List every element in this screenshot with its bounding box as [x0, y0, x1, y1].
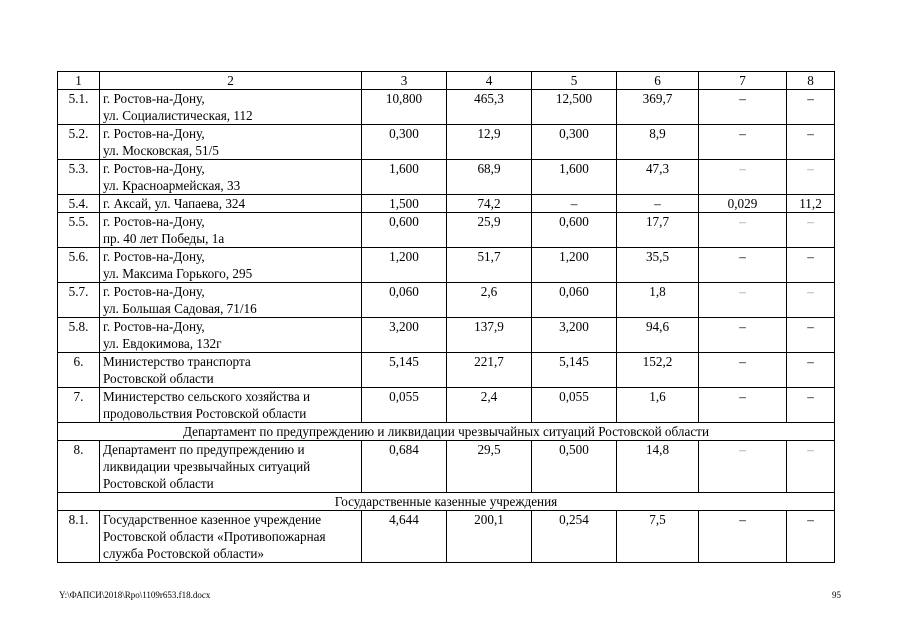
value-col-3-cell: 1,500	[362, 195, 447, 213]
row-number-cell: 8.1.	[58, 511, 100, 563]
organization-cell: Департамент по предупреждению и ликвидации чрезвычайных ситуаций Ростовской области	[100, 441, 362, 493]
value-col-4-cell: 221,7	[447, 353, 532, 388]
table-row	[58, 90, 835, 125]
column-number-1: 1	[58, 72, 100, 90]
value-col-8-cell: –	[787, 441, 835, 493]
value-col-4-cell: 12,9	[447, 125, 532, 160]
organization-cell: г. Ростов-на-Дону, ул. Социалистическая, 112	[100, 90, 362, 125]
value-col-8-cell: –	[787, 160, 835, 195]
value-col-8-cell: –	[787, 283, 835, 318]
value-col-4-cell: 200,1	[447, 511, 532, 563]
value-col-5-cell: 0,500	[532, 441, 617, 493]
section-heading-row	[58, 493, 835, 511]
value-col-3-cell: 3,200	[362, 318, 447, 353]
column-number-6: 6	[617, 72, 699, 90]
value-col-4-cell: 25,9	[447, 213, 532, 248]
page-number: 95	[832, 590, 841, 600]
value-col-5-cell: –	[532, 195, 617, 213]
value-col-4-cell: 29,5	[447, 441, 532, 493]
organization-cell: г. Ростов-на-Дону, пр. 40 лет Победы, 1а	[100, 213, 362, 248]
organization-cell: г. Ростов-на-Дону, ул. Большая Садовая, 71/16	[100, 283, 362, 318]
organization-cell: г. Ростов-на-Дону, ул. Красноармейская, 33	[100, 160, 362, 195]
value-col-5-cell: 5,145	[532, 353, 617, 388]
value-col-7-cell: –	[699, 125, 787, 160]
table-row	[58, 388, 835, 423]
value-col-3-cell: 0,600	[362, 213, 447, 248]
table-body	[58, 90, 835, 563]
value-col-4-cell: 465,3	[447, 90, 532, 125]
column-number-7: 7	[699, 72, 787, 90]
column-number-8: 8	[787, 72, 835, 90]
row-number-cell: 5.6.	[58, 248, 100, 283]
table-row	[58, 318, 835, 353]
value-col-8-cell: –	[787, 511, 835, 563]
value-col-5-cell: 0,055	[532, 388, 617, 423]
organization-cell: г. Ростов-на-Дону, ул. Евдокимова, 132г	[100, 318, 362, 353]
value-col-6-cell: 1,8	[617, 283, 699, 318]
value-col-8-cell: –	[787, 353, 835, 388]
value-col-8-cell: –	[787, 213, 835, 248]
row-number-cell: 6.	[58, 353, 100, 388]
value-col-8-cell: –	[787, 125, 835, 160]
table-row	[58, 248, 835, 283]
value-col-6-cell: 94,6	[617, 318, 699, 353]
organization-cell: г. Ростов-на-Дону, ул. Московская, 51/5	[100, 125, 362, 160]
value-col-4-cell: 68,9	[447, 160, 532, 195]
row-number-cell: 5.5.	[58, 213, 100, 248]
table-row	[58, 213, 835, 248]
value-col-6-cell: 14,8	[617, 441, 699, 493]
row-number-cell: 7.	[58, 388, 100, 423]
value-col-8-cell: –	[787, 388, 835, 423]
value-col-3-cell: 10,800	[362, 90, 447, 125]
value-col-3-cell: 0,300	[362, 125, 447, 160]
value-col-6-cell: –	[617, 195, 699, 213]
column-number-2: 2	[100, 72, 362, 90]
table-row	[58, 511, 835, 563]
value-col-7-cell: –	[699, 160, 787, 195]
row-number-cell: 8.	[58, 441, 100, 493]
value-col-7-cell: –	[699, 283, 787, 318]
row-number-cell: 5.1.	[58, 90, 100, 125]
table-row	[58, 195, 835, 213]
value-col-5-cell: 12,500	[532, 90, 617, 125]
organization-cell: г. Ростов-на-Дону, ул. Максима Горького, 295	[100, 248, 362, 283]
value-col-7-cell: –	[699, 213, 787, 248]
organization-cell: Государственное казенное учреждение Ростовской области «Противопожарная служба Ростовской области»	[100, 511, 362, 563]
value-col-6-cell: 8,9	[617, 125, 699, 160]
value-col-3-cell: 1,600	[362, 160, 447, 195]
value-col-3-cell: 0,060	[362, 283, 447, 318]
value-col-6-cell: 17,7	[617, 213, 699, 248]
table-header-row	[58, 72, 835, 90]
data-table	[57, 71, 835, 563]
value-col-4-cell: 2,4	[447, 388, 532, 423]
value-col-5-cell: 0,300	[532, 125, 617, 160]
value-col-4-cell: 74,2	[447, 195, 532, 213]
value-col-7-cell: –	[699, 441, 787, 493]
row-number-cell: 5.8.	[58, 318, 100, 353]
value-col-7-cell: –	[699, 353, 787, 388]
value-col-5-cell: 1,600	[532, 160, 617, 195]
value-col-7-cell: –	[699, 248, 787, 283]
row-number-cell: 5.2.	[58, 125, 100, 160]
table-row	[58, 125, 835, 160]
value-col-7-cell: 0,029	[699, 195, 787, 213]
value-col-5-cell: 0,254	[532, 511, 617, 563]
value-col-7-cell: –	[699, 388, 787, 423]
value-col-7-cell: –	[699, 90, 787, 125]
value-col-8-cell: –	[787, 90, 835, 125]
table-row	[58, 441, 835, 493]
value-col-3-cell: 0,055	[362, 388, 447, 423]
column-number-3: 3	[362, 72, 447, 90]
value-col-8-cell: –	[787, 248, 835, 283]
column-number-5: 5	[532, 72, 617, 90]
table-row	[58, 353, 835, 388]
value-col-6-cell: 35,5	[617, 248, 699, 283]
value-col-6-cell: 369,7	[617, 90, 699, 125]
value-col-7-cell: –	[699, 318, 787, 353]
section-heading: Департамент по предупреждению и ликвидации чрезвычайных ситуаций Ростовской области	[58, 423, 835, 441]
value-col-3-cell: 0,684	[362, 441, 447, 493]
value-col-3-cell: 4,644	[362, 511, 447, 563]
row-number-cell: 5.4.	[58, 195, 100, 213]
value-col-8-cell: 11,2	[787, 195, 835, 213]
organization-cell: г. Аксай, ул. Чапаева, 324	[100, 195, 362, 213]
table-row	[58, 160, 835, 195]
value-col-5-cell: 0,060	[532, 283, 617, 318]
row-number-cell: 5.7.	[58, 283, 100, 318]
organization-cell: Министерство транспорта Ростовской области	[100, 353, 362, 388]
value-col-4-cell: 51,7	[447, 248, 532, 283]
value-col-7-cell: –	[699, 511, 787, 563]
value-col-3-cell: 5,145	[362, 353, 447, 388]
value-col-5-cell: 1,200	[532, 248, 617, 283]
value-col-3-cell: 1,200	[362, 248, 447, 283]
value-col-4-cell: 2,6	[447, 283, 532, 318]
value-col-4-cell: 137,9	[447, 318, 532, 353]
value-col-6-cell: 47,3	[617, 160, 699, 195]
section-heading: Государственные казенные учреждения	[58, 493, 835, 511]
value-col-5-cell: 3,200	[532, 318, 617, 353]
section-heading-row	[58, 423, 835, 441]
organization-cell: Министерство сельского хозяйства и продовольствия Ростовской области	[100, 388, 362, 423]
row-number-cell: 5.3.	[58, 160, 100, 195]
table-row	[58, 283, 835, 318]
file-path: Y:\ФАПСИ\2018\Rpo\1109r653.f18.docx	[59, 590, 211, 600]
value-col-8-cell: –	[787, 318, 835, 353]
value-col-6-cell: 1,6	[617, 388, 699, 423]
value-col-5-cell: 0,600	[532, 213, 617, 248]
value-col-6-cell: 7,5	[617, 511, 699, 563]
value-col-6-cell: 152,2	[617, 353, 699, 388]
column-number-4: 4	[447, 72, 532, 90]
